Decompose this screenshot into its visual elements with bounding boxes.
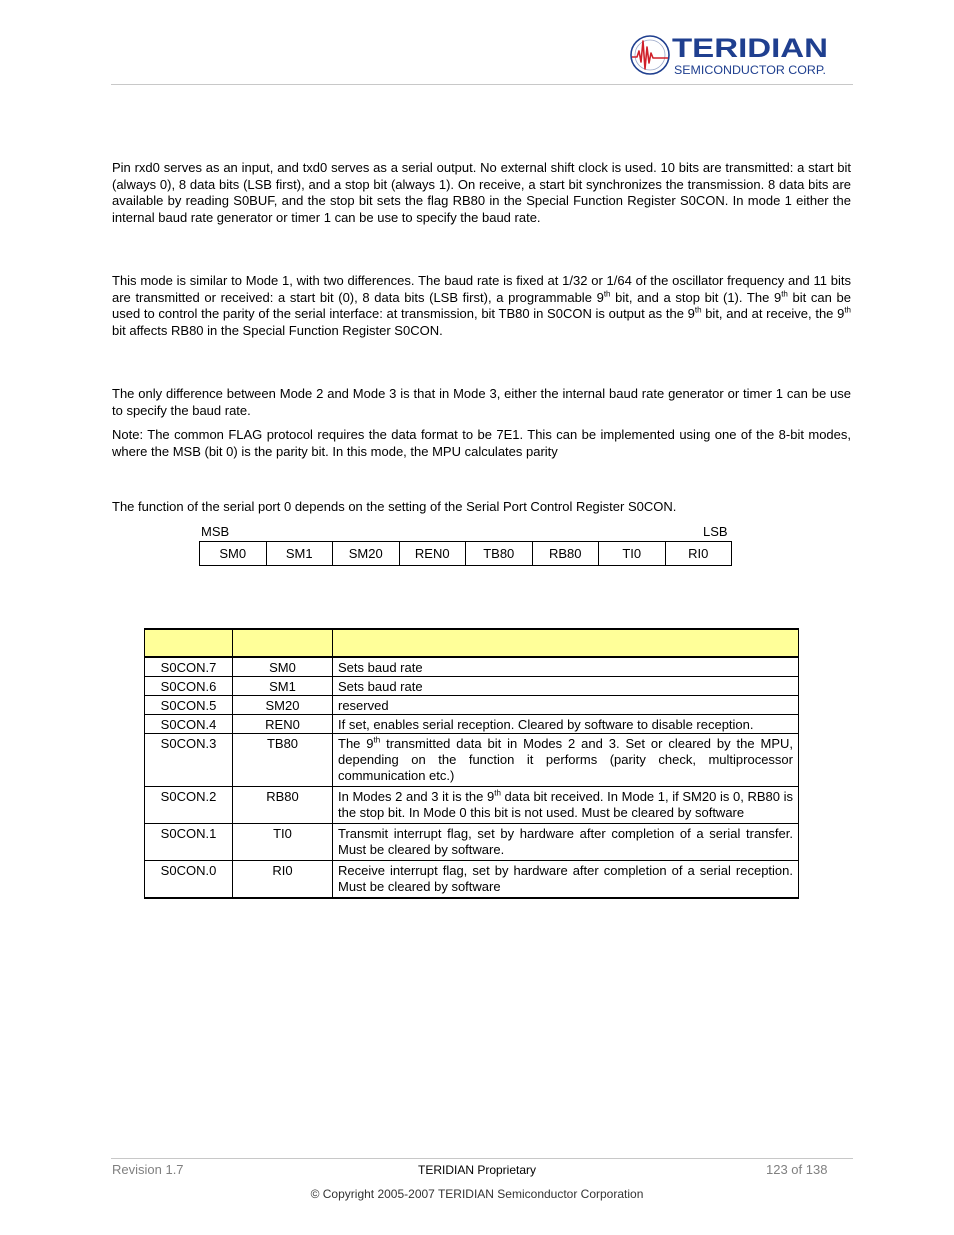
cell-bit: S0CON.5 (145, 696, 233, 715)
s0con-intro-text: The function of the serial port 0 depends on the setting of the Serial Port Control Register S0CON. (112, 499, 677, 514)
note-text: Note: The common FLAG protocol requires the data format to be 7E1. This can be implemented using one of the 8-bit modes, where the MSB (bit 0) is the parity bit. In this mode, the MPU calculates parity (112, 427, 851, 459)
mode2-text-1: This mode is similar to Mode 1, with two differences. The baud rate is fixed at 1/32 or 1/64 of the oscillator frequency and 11 bits are transmitted or received: a start bit (0), 8 data bits (LSB first), a programmable 9 (112, 273, 851, 305)
cell-name: TB80 (233, 734, 333, 787)
table-header-name (233, 629, 333, 657)
teridian-logo (628, 33, 833, 79)
cell-bit: S0CON.1 (145, 824, 233, 861)
description-text: data bit received. In Mode 1, if SM20 is 0, RB80 is the stop bit. In Mode 0 this bit is not used. Must be cleared by software (338, 789, 793, 820)
cell-name: TI0 (233, 824, 333, 861)
cell-name: REN0 (233, 715, 333, 734)
register-bit-2: RB80 (532, 542, 599, 566)
superscript: th (781, 289, 788, 299)
table-row (145, 787, 799, 824)
cell-description (333, 734, 799, 787)
mode2-text-2: bit, and a stop bit (1). The 9 (610, 289, 782, 305)
mode2-text-5: bit affects RB80 in the Special Function Register S0CON. (112, 322, 443, 338)
cell-bit: S0CON.2 (145, 787, 233, 824)
cell-description (333, 787, 799, 824)
table-row (145, 734, 799, 787)
mode2-text-4: bit, and at receive, the 9 (701, 306, 845, 321)
mode3-text: The only difference between Mode 2 and Mode 3 is that in Mode 3, either the internal baud rate generator or timer 1 can be use to specify the baud rate. (112, 386, 851, 418)
register-lsb-label: LSB (703, 524, 728, 539)
cell-description: If set, enables serial reception. Cleared by software to disable reception. (333, 715, 799, 734)
register-bit-4: REN0 (399, 542, 466, 566)
description-text: transmitted data bit in Modes 2 and 3. Set or cleared by the MPU, depending on the function it performs (parity check, multiprocessor communication etc.) (338, 736, 793, 783)
register-bit-5: SM20 (333, 542, 400, 566)
superscript: th (603, 289, 611, 299)
table-header-bit (145, 629, 233, 657)
cell-description: Transmit interrupt flag, set by hardware after completion of a serial transfer. Must be cleared by software. (333, 824, 799, 861)
footer-proprietary: TERIDIAN Proprietary (417, 1163, 537, 1177)
table-header-row (145, 629, 799, 657)
register-bit-1: TI0 (599, 542, 666, 566)
mode3-paragraph (112, 386, 851, 419)
table-row (145, 677, 799, 696)
cell-description: reserved (333, 696, 799, 715)
table-row (145, 696, 799, 715)
cell-name: SM20 (233, 696, 333, 715)
footer-divider (111, 1158, 853, 1159)
cell-bit: S0CON.0 (145, 861, 233, 899)
register-bit-0: RI0 (665, 542, 732, 566)
footer-revision: Revision 1.7 (112, 1162, 184, 1177)
register-bit-7: SM0 (200, 542, 267, 566)
logo-word: TERIDIAN (672, 33, 828, 63)
cell-name: RB80 (233, 787, 333, 824)
s0con-register-diagram (199, 541, 732, 566)
logo-subtitle: SEMICONDUCTOR CORP. (674, 65, 826, 77)
logo-waveform-icon (632, 41, 668, 69)
cell-bit: S0CON.6 (145, 677, 233, 696)
table-row (145, 715, 799, 734)
register-bit-6: SM1 (266, 542, 333, 566)
cell-bit: S0CON.7 (145, 657, 233, 677)
register-bits-row (200, 542, 732, 566)
s0con-intro-paragraph (112, 499, 851, 516)
superscript: th (373, 735, 381, 745)
cell-name: SM1 (233, 677, 333, 696)
table-header-function (333, 629, 799, 657)
note-paragraph (112, 427, 851, 460)
cell-name: RI0 (233, 861, 333, 899)
cell-description: Sets baud rate (333, 657, 799, 677)
description-text: The 9 (338, 736, 374, 751)
superscript: th (694, 305, 702, 315)
cell-description: Sets baud rate (333, 677, 799, 696)
superscript: th (844, 305, 851, 315)
header-divider (111, 84, 853, 85)
cell-name: SM0 (233, 657, 333, 677)
table-row (145, 657, 799, 677)
cell-description: Receive interrupt flag, set by hardware after completion of a serial reception. Must be cleared by software (333, 861, 799, 899)
mode2-paragraph (112, 273, 851, 339)
mode2-text-3: bit can be used to control the parity of the serial interface: at transmission, bit TB80 in S0CON is output as the 9 (112, 289, 851, 321)
mode1-text: Pin rxd0 serves as an input, and txd0 serves as a serial output. No external shift clock is used. 10 bits are transmitted: a start bit (always 0), 8 data bits (LSB first), and a stop bit (always 1). On receive, a start bit synchronizes the transmission. 8 data bits are available by reading S0BUF, and the stop bit sets the flag RB80 in the Special Function Register S0CON. In mode 1 either the internal baud rate generator or timer 1 can be use to specify the baud rate. (112, 160, 851, 225)
table-row (145, 824, 799, 861)
mode1-paragraph (112, 160, 851, 226)
cell-bit: S0CON.4 (145, 715, 233, 734)
register-bit-3: TB80 (466, 542, 533, 566)
cell-bit: S0CON.3 (145, 734, 233, 787)
footer-page-number: 123 of 138 (766, 1162, 828, 1177)
s0con-bit-table (144, 628, 799, 899)
superscript: th (494, 788, 501, 798)
register-msb-label: MSB (201, 524, 230, 539)
table-row (145, 861, 799, 899)
footer-copyright: © Copyright 2005-2007 TERIDIAN Semiconductor Corporation (310, 1187, 644, 1201)
description-text: In Modes 2 and 3 it is the 9 (338, 789, 495, 804)
